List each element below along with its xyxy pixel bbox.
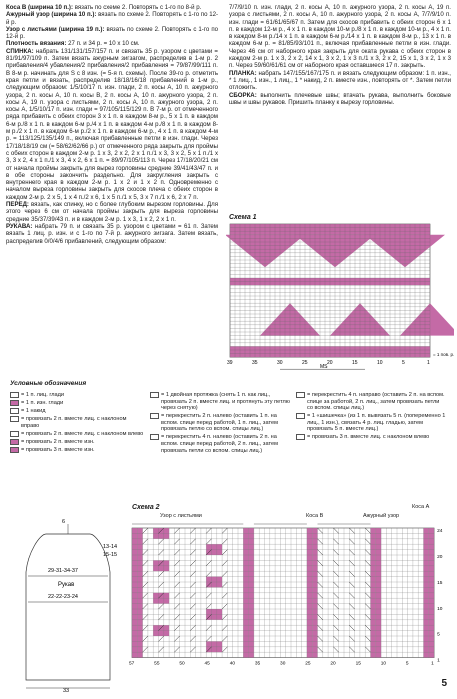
scheme2-x-tick: 5 [405, 661, 409, 667]
stitch-symbol-icon [10, 431, 19, 437]
legend-item [296, 413, 446, 433]
scheme2-y-tick: 24 [437, 529, 443, 534]
legend-text: = 1 двойная протяжка (снять 1 п. как лиц., провязать 2 п. вместе лиц. и протянуть эту петлю через снятую) [161, 392, 290, 412]
sleeve-dim-top: 6 [62, 519, 66, 525]
stitch-symbol-icon [10, 392, 19, 398]
scheme2-y-tick: 5 [437, 632, 440, 638]
legend-item [10, 439, 145, 446]
sleeve-dim-mid: 29-31-34-37 [48, 568, 78, 574]
scheme2-title: Схема 2 [132, 504, 160, 511]
scheme2-x-tick: 15 [355, 661, 361, 667]
paragraph-text: вязать по схеме 2. Повторять с 1-го по 8-й р. [73, 4, 202, 11]
scheme1-x-tick: 1 [427, 360, 430, 367]
scheme2-x-tick: 45 [204, 661, 210, 667]
scheme2-label-ajur: Ажурный узор [363, 513, 400, 519]
paragraph-text: выполнить плечевые швы; втачать рукава, выполнить боковые швы и швы рукавов. Пришить планку к вырезу горловины. [229, 91, 451, 106]
paragraph [229, 92, 451, 107]
scheme1-x-tick: 5 [402, 360, 405, 367]
legend-item [10, 447, 145, 454]
legend-text: = провязать 2 п. вместе лиц. с наклоном вправо [21, 415, 127, 429]
legend-text: = 1 п. изн. глади [21, 399, 64, 406]
paragraph-heading: Плотность вязания: [6, 40, 67, 48]
legend-text: = перекрестить 4 п. направо (оставить 2 п. на вспом. спице за работой, 2 п. лиц., затем провязать петли со вспом. спицы лиц.) [307, 392, 445, 412]
scheme2-y-tick: 15 [437, 580, 443, 586]
sleeve-dim-bottom: 33 [63, 688, 70, 692]
legend-text: = перекрестить 2 п. налево (оставить 1 п. на вспом. спице перед работой, 1 п. лиц., затем провязать петлю со вспом. спицы лиц.) [161, 413, 278, 433]
scheme2-x-tick: 35 [254, 661, 261, 667]
legend-text: = провязать 3 п. вместе изн. [21, 446, 95, 453]
stitch-symbol-icon [10, 447, 19, 453]
legend-item [296, 392, 446, 412]
sleeve-dim-right2: 15-15 [103, 552, 118, 558]
paragraph-heading: ПЕРЕД: [6, 201, 29, 209]
legend-column-2 [150, 392, 290, 456]
scheme1-x-tick: 30 [277, 360, 283, 367]
paragraph-heading: СБОРКА: [229, 91, 257, 99]
legend-text: = 1 «шишечка» (из 1 п. вывязать 5 п. (попеременно 1 лиц., 1 изн.), связать 4 р. лиц. гладью, затем провязать 5 п. вместе лиц.) [307, 413, 446, 433]
stitch-symbol-icon [296, 434, 305, 440]
paragraph-text: набрать 147/155/167/175 п. и вязать следующим образом: 1 п. изн., * 1 лиц., 1 изн., 1 лиц., 1 * накид, 2 п. вместе изн., повторять от *. Затем петли отложить. [229, 69, 451, 92]
paragraph-heading: РУКАВА: [6, 222, 33, 230]
scheme1-x-tick: 39 [227, 360, 233, 367]
sleeve-dim-right1: 13-14 [103, 544, 118, 550]
legend-item [150, 434, 290, 454]
legend-text: = провязать 2 п. вместе изн. [21, 438, 95, 445]
legend-item [296, 434, 446, 441]
legend-item [10, 392, 145, 399]
paragraph-heading: Ажурный узор (ширина 10 п.): [6, 11, 97, 19]
scheme1-ms-label: MS [320, 364, 328, 371]
paragraph-text: набрать 79 п. и связать 35 р. узором с цветами = 61 п. Затем вязать 1 лиц. р. изн. и с 1-го по 7-й р. ажурного зигзага. Затем вязать, распределив 0/0/4/6 прибавлений, следующим образом: [6, 222, 218, 245]
paragraph-text: вязать, как спинку, но с более глубоким вырезом горловины. Для этого через 6 см от начала проймы закрыть для выреза горловины средние 35/37/39/43 п. и в каждом 2-м р. 1 х 3, 1 х 2, 2 х 1 п. [6, 201, 218, 223]
stitch-symbol-icon [296, 413, 305, 419]
paragraph-heading: СПИНКА: [6, 47, 34, 55]
scheme2-y-tick: 10 [437, 606, 443, 612]
scheme2-x-tick: 57 [129, 661, 135, 667]
instructions-left-column [6, 4, 218, 245]
legend-column-1 [10, 392, 145, 454]
legend-text: = 1 п. лиц. глади [21, 392, 65, 398]
legend-column-3 [296, 392, 446, 442]
paragraph [6, 223, 218, 245]
paragraph-text: набрать 131/131/157/157 п. и связать 35 р. узором с цветами = 81/91/97/109 п. Затем вязать ажурным зигзагом, распределив в 1-м р. 2 прибавления/4 убавления/2 прибавления/2 прибавления = 79/87/99/111 п. В 8-м р. начинать для S с 8 изн. (= 5-я п. схемы). После 39-го р. отметить края петли и вязать, распределив 18/18/16/18 прибавлений в 1-м р., следующим образом: 1/5/10/17 п. изн. глади, 2 п. косы А, 10 п. ажурного узора, 2 п. косы А, 10 п. косы В, 2 п. косы А, 10 п. ажурного узора, 2 п. косы А, 19 п. узора с листьями, 2 п. косы А, 10 п. ажурного узора, 2 п. косы А, 1/5/10/17 п. изн. глади = 97/105/115/129 п. В 7-м р. от отмеченного ряда прибавить с обеих сторон 3 х 1 п. в каждом 8-м р., 5 х 1 п. в каждом 6-м р./8 х 1 п. в каждом 6-м р./4 х 1 п. в каждом 4-м р./8 х 1 п. в каждом 8-м р./2 х 1 п. в каждом 6-м р./2 х 1 п. в каждом 6-м р., 4 х 1 п. в каждом 4-м р. = 113/125/135/149 п., включая прибавленные петли в изн. глади. Через 17/18/18/19 см (= 58/62/62/66 р.) от отмеченного ряда закрыть для проймы с обеих сторон в каждом 2-м р. 1 х 3, 2 х 2, 2 х 1 п./1 х 3, 3 х 2, 5 х 1 п./1 х 3, 3 х 2, 4 х 1 п./1 х 3, 4 х 2, 6 х 1 п. = 89/97/105/113 п. Через 17/18/20/21 см от начала проймы закрыть для вырез горловины средние 39/41/43/47 п. и в обе стороны закончить раздельно. Для закругления закрыть с внутреннего края в каждом 2-м р. 1 х 2 и 1 х 2 п. Одновременно с началом выреза горловины закрыть для скосов плеча с обеих сторон в каждом 2-м р. 2 х 5, 1 х 4 п./2 х 6, 1 х 5 п./1 х 5, 3 х 7 п./1 х 6, 2 х 7 п. [6, 47, 218, 201]
sleeve-pattern-diagram [10, 512, 120, 692]
scheme1-x-tick: 35 [252, 360, 258, 367]
scheme1-note: = 1 пов. р. [433, 352, 454, 358]
sleeve-name: Рукав [58, 582, 75, 588]
legend-text: = провязать 3 п. вместе лиц. с наклоном влево [307, 434, 430, 441]
legend-item [10, 408, 145, 415]
paragraph-heading: Коса В (ширина 10 п.): [6, 4, 73, 11]
stitch-symbol-icon [150, 392, 159, 398]
scheme2-label-kosa-a: Коса А [412, 504, 430, 510]
paragraph-text: 7/7/9/10 п. изн. глади, 2 п. косы А, 10 п. ажурного узора, 2 п. косы А, 19 п. узора с листьями, 2 п. косы А, 10 п. ажурного узора, 2 п. косы А, 7/7/9/10 п. изн. глади = 61/61/65/67 п. Затем для скосов прибавить с обеих сторон 6 х 1 п. в каждом 12-м р., 4 х 1 п. в каждом 10-м р./8 х 1 п. в каждом 10-м р., 4 х 1 п. в каждом 8-м р./14 х 1 п. в каждом 6-м р./14 х 1 п. в каждом 8-м р., 13 х 1 п. в каждом 6-м р. = 81/85/93/101 п., включая прибавленные петли в изн. глади. Через 46 см от наборного края закрыть для оката рукава с обеих сторон в каждом 2-м р. 1 х 3, 2 х 2, 14 х 1, 3 х 2, 1 х 3 п./1 х 3, 2 х 2, 15 х 1, 3 х 2, 1 х 3 п. Через 59/60/61/61 см от наборного края оставшиеся 17 п. закрыть. [229, 4, 451, 70]
legend-item [10, 431, 145, 438]
scheme2-x-tick: 10 [380, 661, 387, 667]
scheme1-title: Схема 1 [229, 214, 257, 221]
scheme2-x-tick: 30 [280, 661, 286, 667]
paragraph-heading: ПЛАНКА: [229, 69, 257, 77]
sleeve-dim-low: 22-22-23-24 [48, 594, 78, 600]
scheme2-x-tick: 40 [229, 661, 236, 667]
scheme1-x-tick: 15 [352, 360, 358, 367]
scheme1-grid [226, 224, 454, 357]
stitch-symbol-icon [10, 416, 19, 422]
paragraph-heading: Узор с листьями (ширина 19 п.): [6, 25, 105, 33]
legend-text: = провязать 2 п. вместе лиц. с наклоном влево [21, 430, 144, 437]
legend-item [150, 413, 290, 433]
stitch-symbol-icon [296, 392, 305, 398]
paragraph [6, 40, 218, 47]
scheme1-x-tick: 20 [327, 360, 333, 367]
scheme2-x-tick: 1 [431, 661, 434, 667]
paragraph [229, 4, 451, 70]
scheme1-x-tick: 10 [377, 360, 383, 367]
scheme2-y-tick: 20 [437, 554, 443, 560]
scheme2-x-tick: 20 [330, 661, 336, 667]
scheme2-x-tick: 25 [305, 661, 311, 667]
paragraph [6, 201, 218, 223]
paragraph [6, 26, 218, 41]
legend-item [150, 392, 290, 412]
instructions-right-column [229, 4, 451, 106]
legend-title: Условные обозначения [10, 380, 87, 387]
paragraph [6, 48, 218, 201]
stitch-symbol-icon [10, 439, 19, 445]
scheme2-label-kosa-b: Коса В [306, 513, 324, 519]
paragraph [229, 70, 451, 92]
scheme2-x-tick: 50 [179, 661, 185, 667]
legend-text: = перекрестить 4 п. налево (оставить 2 п. на вспом. спице перед работой, 2 п. лиц., затем провязать петли со вспом. спицы лиц.) [161, 434, 278, 454]
legend-item [10, 416, 145, 429]
legend-text: = 1 накид [21, 407, 46, 414]
scheme2-x-tick: 55 [154, 661, 160, 667]
stitch-symbol-icon [10, 400, 19, 406]
stitch-symbol-icon [150, 434, 159, 440]
paragraph-text: 27 п. и 34 р. = 10 х 10 см. [66, 40, 140, 48]
scheme2-grid [132, 528, 434, 658]
scheme1-chart [226, 222, 454, 380]
stitch-symbol-icon [150, 413, 159, 419]
scheme1-x-tick: 25 [302, 360, 308, 367]
paragraph [6, 4, 218, 11]
scheme2-chart [128, 522, 446, 682]
scheme2-y-tick: 1 [437, 658, 440, 664]
stitch-symbol-icon [10, 408, 19, 414]
paragraph [6, 11, 218, 26]
paragraph-text: вязать по схеме 2. Повторять с 1-го по 12-й р. [6, 25, 219, 41]
legend-item [10, 400, 145, 407]
scheme2-label-leaves: Узор с листьями [160, 513, 202, 519]
page-number: 5 [441, 678, 447, 689]
paragraph-text: вязать по схеме 2. Повторять с 1-го по 12-й р. [6, 11, 219, 26]
